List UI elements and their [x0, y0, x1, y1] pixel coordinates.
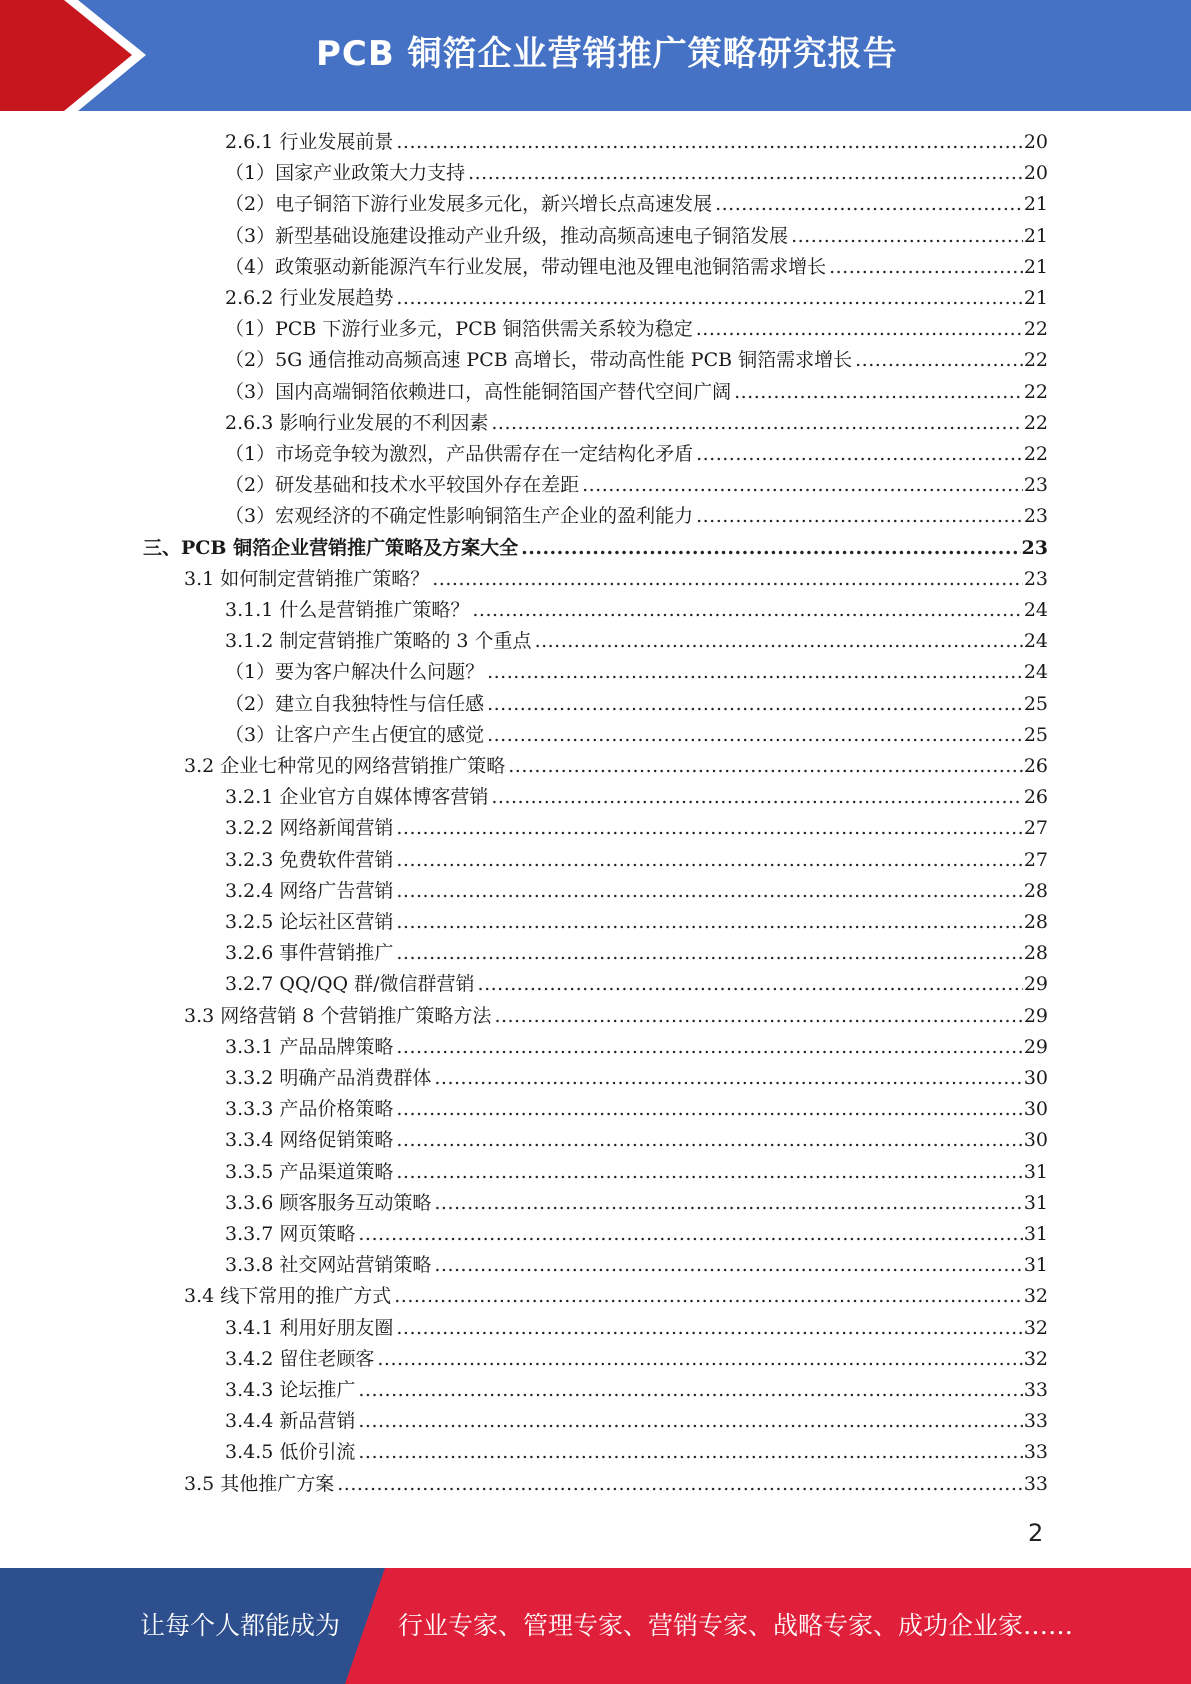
toc-dot-leader	[377, 1344, 1022, 1375]
toc-entry-page: 27	[1023, 848, 1048, 871]
toc-dot-leader	[855, 345, 1023, 376]
toc-entry-label: 2.6.1 行业发展前景	[225, 131, 394, 153]
toc-entry-page: 31	[1023, 1191, 1048, 1214]
toc-entry-page: 24	[1023, 630, 1048, 653]
toc-dot-leader	[396, 876, 1022, 907]
toc-entry[interactable]	[225, 1437, 1048, 1468]
toc-entry[interactable]	[225, 345, 1048, 376]
toc-entry[interactable]	[225, 969, 1048, 1000]
toc-entry-label: 3.4 线下常用的推广方式	[184, 1285, 392, 1308]
toc-entry-label: 3.4.1 利用好朋友圈	[225, 1316, 394, 1339]
toc-entry-page: 33	[1023, 1379, 1048, 1401]
toc-entry-page: 32	[1023, 1285, 1048, 1308]
toc-entry-page: 30	[1023, 1067, 1048, 1089]
toc-entry-page: 22	[1023, 443, 1048, 465]
toc-entry-label: 3.3.4 网络促销策略	[225, 1129, 394, 1152]
toc-entry-label: （4）政策驱动新能源汽车行业发展，带动锂电池及锂电池铜箔需求增长	[225, 255, 827, 278]
toc-entry-label: （3）国内高端铜箔依赖进口，高性能铜箔国产替代空间广阔	[225, 380, 732, 403]
toc-dot-leader	[434, 1188, 1022, 1219]
toc-entry-label: 3.3.2 明确产品消费群体	[225, 1067, 432, 1089]
toc-entry-page: 28	[1023, 879, 1048, 902]
toc-dot-leader	[791, 221, 1023, 252]
toc-entry-label: （2）研发基础和技术水平较国外存在差距	[225, 474, 580, 497]
toc-entry[interactable]	[184, 1001, 1048, 1032]
toc-entry[interactable]	[225, 595, 1048, 626]
toc-entry-label: 3.3.6 顾客服务互动策略	[225, 1191, 432, 1214]
toc-dot-leader	[696, 314, 1023, 345]
toc-entry-page: 23	[1023, 474, 1048, 497]
toc-entry-page: 26	[1023, 786, 1048, 809]
toc-entry[interactable]	[225, 314, 1048, 345]
toc-entry[interactable]	[225, 845, 1048, 876]
toc-entry[interactable]	[225, 1344, 1048, 1375]
toc-entry-label: （3）新型基础设施建设推动产业升级，推动高频高速电子铜箔发展	[225, 224, 789, 247]
toc-dot-leader	[521, 533, 1020, 564]
toc-entry-label: 3.2.2 网络新闻营销	[225, 817, 394, 840]
toc-entry-page: 33	[1023, 1410, 1048, 1433]
toc-entry-label: （1）PCB 下游行业多元，PCB 铜箔供需关系较为稳定	[225, 318, 693, 341]
toc-entry[interactable]	[225, 1313, 1048, 1344]
toc-entry-label: 3.2.6 事件营销推广	[225, 942, 394, 965]
toc-dot-leader	[396, 1125, 1022, 1156]
toc-entry-page: 24	[1023, 599, 1048, 621]
toc-entry-page: 21	[1023, 224, 1048, 247]
toc-dot-leader	[535, 626, 1023, 657]
toc-entry-page: 32	[1023, 1316, 1048, 1339]
toc-entry-page: 21	[1023, 255, 1048, 278]
toc-dot-leader	[396, 845, 1022, 876]
page-number: 2	[1028, 1519, 1044, 1547]
toc-dot-leader	[337, 1469, 1023, 1500]
toc-dot-leader	[396, 938, 1022, 969]
toc-dot-leader	[582, 470, 1023, 501]
footer-slogan-left: 让每个人都能成为	[140, 1611, 341, 1640]
toc-entry[interactable]	[225, 1094, 1048, 1125]
toc-entry-label: 三、PCB 铜箔企业营销推广策略及方案大全	[143, 536, 519, 559]
toc-dot-leader	[829, 252, 1023, 283]
toc-dot-leader	[358, 1406, 1022, 1437]
toc-entry-label: （3）宏观经济的不确定性影响铜箔生产企业的盈利能力	[225, 505, 694, 528]
toc-entry[interactable]	[225, 1375, 1048, 1406]
toc-dot-leader	[358, 1437, 1022, 1468]
toc-dot-leader	[358, 1375, 1022, 1406]
toc-entry-label: 3.2.4 网络广告营销	[225, 879, 394, 902]
toc-entry-page: 29	[1023, 973, 1048, 996]
toc-entry-label: 3.4.2 留住老顾客	[225, 1347, 375, 1370]
toc-entry[interactable]	[225, 283, 1048, 314]
toc-entry[interactable]	[225, 189, 1048, 220]
toc-entry[interactable]	[225, 782, 1048, 813]
toc-entry-label: 2.6.3 影响行业发展的不利因素	[225, 411, 489, 434]
toc-entry[interactable]	[225, 720, 1048, 751]
toc-entry[interactable]	[225, 813, 1048, 844]
toc-entry[interactable]	[225, 158, 1048, 189]
toc-entry-page: 21	[1023, 287, 1048, 309]
toc-dot-leader	[396, 1157, 1022, 1188]
toc-dot-leader	[468, 158, 1023, 189]
toc-entry-label: 3.4.4 新品营销	[225, 1410, 356, 1433]
toc-dot-leader	[472, 595, 1022, 626]
toc-entry[interactable]	[225, 127, 1048, 158]
toc-entry-page: 25	[1023, 692, 1048, 715]
toc-entry-label: 3.3.8 社交网站营销策略	[225, 1254, 432, 1277]
page-header	[0, 0, 1191, 111]
toc-entry-page: 27	[1023, 817, 1048, 840]
toc-entry[interactable]	[184, 1469, 1048, 1500]
toc-dot-leader	[396, 1032, 1022, 1063]
toc-entry[interactable]	[225, 252, 1048, 283]
toc-entry[interactable]	[225, 1188, 1048, 1219]
toc-dot-leader	[396, 127, 1022, 158]
toc-entry[interactable]	[184, 564, 1048, 595]
toc-entry[interactable]	[225, 1219, 1048, 1250]
toc-entry-page: 31	[1023, 1223, 1048, 1245]
toc-entry-page: 23	[1023, 567, 1048, 590]
toc-dot-leader	[696, 501, 1023, 532]
toc-entry[interactable]	[225, 1063, 1048, 1094]
toc-entry-label: 3.3.5 产品渠道策略	[225, 1160, 394, 1183]
toc-dot-leader	[394, 1281, 1023, 1312]
toc-dot-leader	[396, 813, 1022, 844]
toc-dot-leader	[487, 689, 1023, 720]
toc-entry[interactable]	[184, 1281, 1048, 1312]
toc-entry-label: 3.2.7 QQ/QQ 群/微信群营销	[225, 973, 475, 996]
toc-entry-label: （1）国家产业政策大力支持	[225, 162, 466, 185]
toc-entry[interactable]	[143, 533, 1048, 564]
toc-dot-leader	[478, 969, 1023, 1000]
toc-dot-leader	[396, 907, 1022, 938]
document-title: PCB 铜箔企业营销推广策略研究报告	[316, 34, 898, 74]
toc-entry-page: 22	[1023, 349, 1048, 372]
toc-entry-label: 3.2.1 企业官方自媒体博客营销	[225, 786, 489, 809]
toc-dot-leader	[696, 439, 1023, 470]
toc-entry[interactable]	[225, 501, 1048, 532]
toc-entry[interactable]	[225, 626, 1048, 657]
toc-dot-leader	[396, 1094, 1022, 1125]
toc-dot-leader	[358, 1219, 1022, 1250]
toc-entry-page: 25	[1023, 723, 1048, 746]
toc-entry-label: 3.1.1 什么是营销推广策略？	[225, 599, 470, 621]
toc-entry-label: 3.3.1 产品品牌策略	[225, 1035, 394, 1058]
toc-entry-page: 29	[1023, 1035, 1048, 1058]
toc-entry-page: 29	[1023, 1004, 1048, 1027]
toc-entry[interactable]	[225, 938, 1048, 969]
toc-entry-label: 3.4.5 低价引流	[225, 1441, 356, 1464]
toc-dot-leader	[434, 1250, 1022, 1281]
toc-entry-label: 3.1.2 制定营销推广策略的 3 个重点	[225, 630, 532, 653]
toc-entry[interactable]	[225, 1125, 1048, 1156]
toc-entry-page: 33	[1023, 1441, 1048, 1464]
toc-entry-label: 3.5 其他推广方案	[184, 1472, 335, 1495]
toc-entry-label: （1）市场竞争较为激烈，产品供需存在一定结构化矛盾	[225, 443, 694, 465]
toc-entry[interactable]	[225, 907, 1048, 938]
toc-entry-page: 28	[1023, 911, 1048, 933]
footer-slogan-right: 行业专家、管理专家、营销专家、战略专家、成功企业家……	[398, 1611, 1074, 1640]
toc-entry-page: 21	[1023, 193, 1048, 216]
toc-dot-leader	[715, 189, 1023, 220]
toc-entry[interactable]	[225, 1406, 1048, 1437]
toc-dot-leader	[487, 720, 1023, 751]
toc-dot-leader	[494, 1001, 1022, 1032]
toc-entry[interactable]	[184, 751, 1048, 782]
toc-entry[interactable]	[225, 657, 1048, 688]
toc-entry-page: 31	[1023, 1160, 1048, 1183]
toc-entry-label: 3.2.3 免费软件营销	[225, 848, 394, 871]
toc-entry-label: （2）5G 通信推动高频高速 PCB 高增长，带动高性能 PCB 铜箔需求增长	[225, 349, 853, 372]
toc-dot-leader	[396, 283, 1022, 314]
toc-entry[interactable]	[225, 876, 1048, 907]
toc-entry[interactable]	[225, 1157, 1048, 1188]
toc-entry[interactable]	[225, 689, 1048, 720]
toc-entry[interactable]	[225, 221, 1048, 252]
toc-dot-leader	[491, 408, 1022, 439]
page-footer	[0, 1568, 1191, 1684]
toc-dot-leader	[432, 564, 1023, 595]
toc-entry-label: 3.2 企业七种常见的网络营销推广策略	[184, 755, 506, 777]
toc-entry-page: 31	[1023, 1254, 1048, 1277]
toc-dot-leader	[396, 1313, 1022, 1344]
toc-entry-page: 30	[1023, 1129, 1048, 1152]
toc-entry-page: 28	[1023, 942, 1048, 965]
toc-entry-label: （3）让客户产生占便宜的感觉	[225, 723, 485, 746]
toc-entry-page: 20	[1023, 131, 1048, 153]
toc-entry[interactable]	[225, 408, 1048, 439]
toc-dot-leader	[508, 751, 1023, 782]
toc-entry-page: 22	[1023, 380, 1048, 403]
toc-dot-leader	[434, 1063, 1022, 1094]
toc-entry[interactable]	[225, 470, 1048, 501]
toc-entry-label: 3.2.5 论坛社区营销	[225, 911, 394, 933]
toc-entry-label: 3.3 网络营销 8 个营销推广策略方法	[184, 1004, 492, 1027]
toc-entry-page: 23	[1021, 536, 1048, 559]
toc-entry-page: 26	[1023, 755, 1048, 777]
toc-entry-page: 24	[1023, 661, 1048, 684]
toc-entry-label: （2）电子铜箔下游行业发展多元化，新兴增长点高速发展	[225, 193, 713, 216]
toc-entry-page: 20	[1023, 162, 1048, 185]
toc-entry[interactable]	[225, 439, 1048, 470]
toc-entry[interactable]	[225, 1032, 1048, 1063]
toc-entry-label: （2）建立自我独特性与信任感	[225, 692, 485, 715]
toc-dot-leader	[487, 657, 1023, 688]
toc-entry-page: 32	[1023, 1347, 1048, 1370]
toc-entry-page: 22	[1023, 318, 1048, 341]
toc-entry[interactable]	[225, 1250, 1048, 1281]
toc-entry-label: 3.3.3 产品价格策略	[225, 1098, 394, 1121]
toc-entry-page: 23	[1023, 505, 1048, 528]
toc-entry-label: 3.3.7 网页策略	[225, 1223, 356, 1245]
toc-entry-page: 30	[1023, 1098, 1048, 1121]
toc-entry-label: 3.1 如何制定营销推广策略？	[184, 567, 430, 590]
toc-entry-page: 33	[1023, 1472, 1048, 1495]
toc-entry-label: 2.6.2 行业发展趋势	[225, 287, 394, 309]
toc-dot-leader	[491, 782, 1022, 813]
toc-dot-leader	[734, 377, 1023, 408]
toc-entry[interactable]	[225, 377, 1048, 408]
toc-entry-label: （1）要为客户解决什么问题？	[225, 661, 485, 684]
toc-entry-label: 3.4.3 论坛推广	[225, 1379, 356, 1401]
toc-entry-page: 22	[1023, 411, 1048, 434]
